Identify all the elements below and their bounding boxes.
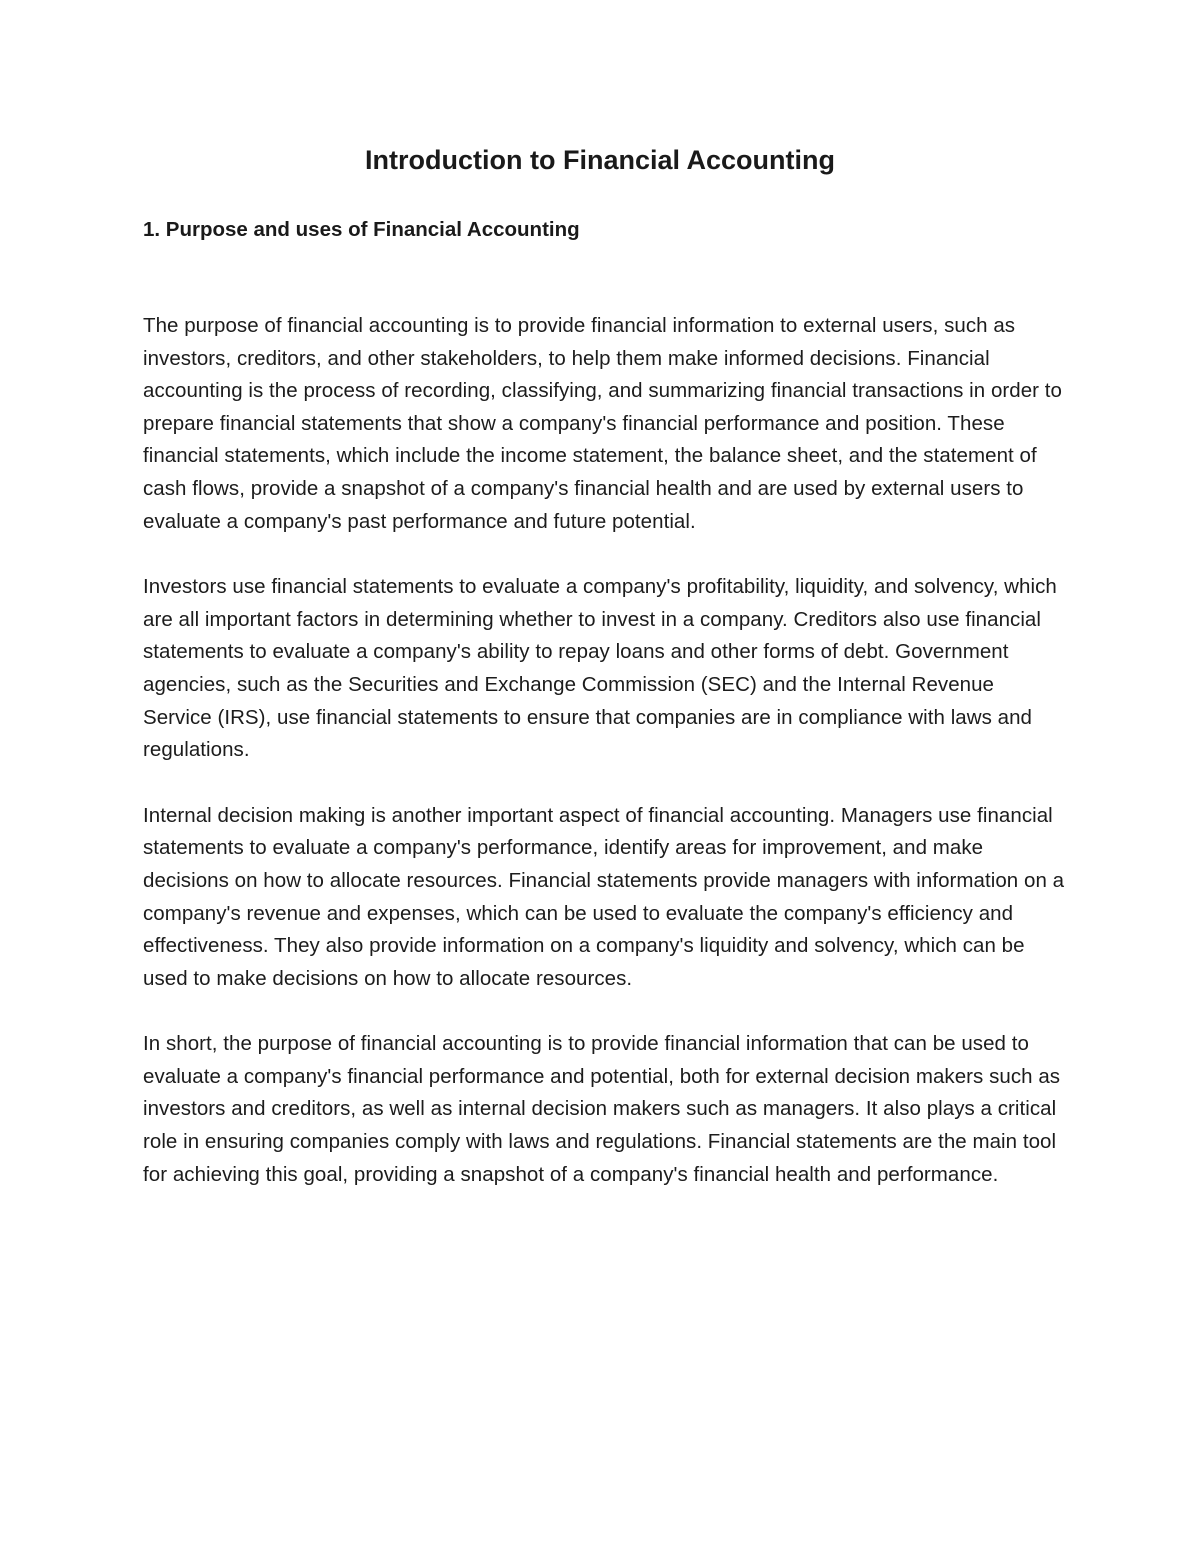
paragraph-investors-creditors: Investors use financial statements to evaluate a company's profitability, liquidity, and solvency, which are all important factors in determining whether to invest in a company. Creditors also use financial statements to evaluate a company's ability to repay loans and other forms of debt. Government agencies, such as the Securities and Exchange Commission (SEC) and the Internal Revenue Service (IRS), use financial statements to ensure that companies are in compliance with laws and regulations.	[143, 575, 1057, 762]
paragraph-internal-decision-making: Internal decision making is another important aspect of financial accounting. Managers use financial statements to evaluate a company's performance, identify areas for improvement, and make decisions on how to allocate resources. Financial statements provide managers with information on a company's revenue and expenses, which can be used to evaluate the company's efficiency and effectiveness. They also provide information on a company's liquidity and solvency, which can be used to make decisions on how to allocate resources.	[143, 803, 1065, 990]
document-title: Introduction to Financial Accounting	[365, 145, 835, 175]
section-heading: 1. Purpose and uses of Financial Accounting	[143, 218, 580, 241]
paragraph-purpose: The purpose of financial accounting is to provide financial information to external users, such as investors, creditors, and other stakeholders, to help them make informed decisions. Financial accounting is the process of recording, classifying, and summarizing financial transactions in order to prepare financial statements that show a company's financial performance and position. These financial statements, which include the income statement, the balance sheet, and the statement of cash flows, provide a snapshot of a company's financial health and are used by external users to evaluate a company's past performance and future potential.	[143, 314, 1062, 533]
document-body	[143, 310, 1068, 1224]
paragraph-summary: In short, the purpose of financial accounting is to provide financial information that can be used to evaluate a company's financial performance and potential, both for external decision makers such as investors and creditors, as well as internal decision makers such as managers. It also plays a critical role in ensuring companies comply with laws and regulations. Financial statements are the main tool for achieving this goal, providing a snapshot of a company's financial health and performance.	[143, 1032, 1061, 1186]
